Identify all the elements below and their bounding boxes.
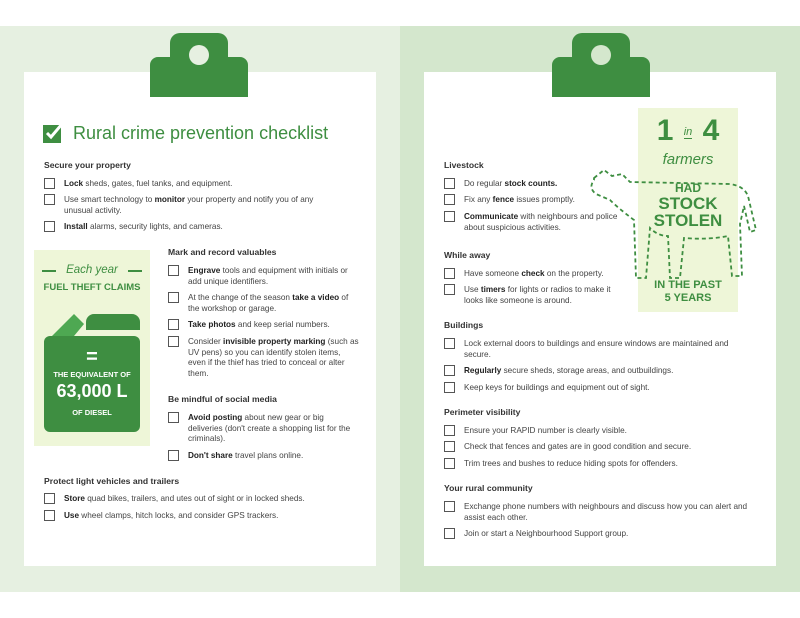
section-heading-buildings: Buildings <box>444 320 484 330</box>
checkbox[interactable] <box>168 450 179 461</box>
checkbox[interactable] <box>444 268 455 279</box>
fuel-diesel-label: OF DIESEL <box>72 408 112 417</box>
checkbox[interactable] <box>168 292 179 303</box>
section-heading-social: Be mindful of social media <box>168 394 277 404</box>
stat-years: 5 YEARS <box>664 292 712 304</box>
checklist-item[interactable]: Use smart technology to monitor your property and notify you of any unusual activity. <box>44 195 344 216</box>
checklist-item[interactable]: Fix any fence issues promptly. <box>444 195 624 206</box>
stat-had: HAD <box>675 181 701 195</box>
checkbox[interactable] <box>444 194 455 205</box>
checkbox[interactable] <box>44 510 55 521</box>
stat-past: IN THE PAST <box>654 279 722 291</box>
section-heading-vehicles: Protect light vehicles and trailers <box>44 476 180 486</box>
fuel-theft-claims-label: FUEL THEFT CLAIMS <box>43 282 141 293</box>
checkbox[interactable] <box>444 284 455 295</box>
checkbox[interactable] <box>44 178 55 189</box>
fuel-equals-sign: = <box>86 346 98 368</box>
checklist-item[interactable]: Join or start a Neighbourhood Support group. <box>444 529 750 540</box>
checkbox[interactable] <box>44 221 55 232</box>
checkbox[interactable] <box>444 178 455 189</box>
checklist-title-row <box>42 122 328 144</box>
fuel-theft-infographic <box>34 250 150 446</box>
checklist-item[interactable]: Have someone check on the property. <box>444 269 624 280</box>
fuel-each-year: Each year <box>66 264 118 276</box>
clipboard-clip-icon <box>150 33 248 97</box>
stat-in: in <box>683 125 693 138</box>
page-title: Rural crime prevention checklist <box>73 122 329 143</box>
checklist-item[interactable]: Lock sheds, gates, fuel tanks, and equipment. <box>44 179 344 190</box>
checklist-item[interactable]: Lock external doors to buildings and ensure windows are maintained and secure. <box>444 339 744 360</box>
checkbox[interactable] <box>444 211 455 222</box>
checklist-item[interactable]: Trim trees and bushes to reduce hiding spots for offenders. <box>444 459 744 470</box>
stat-stolen: STOLEN <box>653 211 723 230</box>
checkbox[interactable] <box>168 412 179 423</box>
section-heading-mark: Mark and record valuables <box>168 247 277 257</box>
checkbox[interactable] <box>168 265 179 276</box>
checkbox[interactable] <box>444 528 455 539</box>
clipboard-clip-icon <box>552 33 650 97</box>
checkbox[interactable] <box>168 336 179 347</box>
checkbox[interactable] <box>444 458 455 469</box>
checklist-item[interactable]: Ensure your RAPID number is clearly visible. <box>444 426 744 437</box>
checkbox[interactable] <box>44 493 55 504</box>
checklist-item[interactable]: Engrave tools and equipment with initials or add unique identifiers. <box>168 266 358 287</box>
checkbox-checked-icon <box>42 122 64 144</box>
checklist-item[interactable]: Do regular stock counts. <box>444 179 624 190</box>
checklist-item[interactable]: Check that fences and gates are in good condition and secure. <box>444 442 744 453</box>
section-heading-perimeter: Perimeter visibility <box>444 407 521 417</box>
checkbox[interactable] <box>444 338 455 349</box>
checkbox[interactable] <box>168 319 179 330</box>
checklist-item[interactable]: Use wheel clamps, hitch locks, and consider GPS trackers. <box>44 511 364 522</box>
checklist-item[interactable]: Store quad bikes, trailers, and utes out of sight or in locked sheds. <box>44 494 364 505</box>
checklist-item[interactable]: At the change of the season take a video of the workshop or garage. <box>168 293 358 314</box>
checklist-item[interactable]: Communicate with neighbours and police about suspicious activities. <box>444 212 622 233</box>
section-heading-secure: Secure your property <box>44 160 131 170</box>
checkbox[interactable] <box>44 194 55 205</box>
stat-one: 1 <box>656 114 674 147</box>
checkbox[interactable] <box>444 365 455 376</box>
checklist-item[interactable]: Use timers for lights or radios to make it looks like someone is around. <box>444 285 624 306</box>
section-heading-away: While away <box>444 250 491 260</box>
checklist-item[interactable]: Install alarms, security lights, and cameras. <box>44 222 344 233</box>
checkbox[interactable] <box>444 441 455 452</box>
stat-four: 4 <box>702 114 720 147</box>
checklist-item[interactable]: Take photos and keep serial numbers. <box>168 320 358 331</box>
fuel-equivalent-label: THE EQUIVALENT OF <box>53 370 131 379</box>
divider <box>128 270 142 272</box>
checklist-item[interactable]: Consider invisible property marking (such as UV pens) so you can identify stolen items, even if the thief has tried to conceal or alter them. <box>168 337 360 379</box>
checklist-item[interactable]: Avoid posting about new gear or big deliveries (don't create a shopping list for the criminals). <box>168 413 358 445</box>
section-heading-livestock: Livestock <box>444 160 484 170</box>
checkbox[interactable] <box>444 501 455 512</box>
checkbox[interactable] <box>444 382 455 393</box>
stat-stock: STOCK <box>658 194 718 213</box>
section-heading-community: Your rural community <box>444 483 533 493</box>
checklist-item[interactable]: Keep keys for buildings and equipment out of sight. <box>444 383 744 394</box>
checklist-item[interactable]: Regularly secure sheds, storage areas, and outbuildings. <box>444 366 744 377</box>
checklist-item[interactable]: Don't share travel plans online. <box>168 451 358 462</box>
stat-fraction <box>638 114 738 150</box>
checklist-item[interactable]: Exchange phone numbers with neighbours and discuss how you can alert and assist each other. <box>444 502 750 523</box>
fuel-amount: 63,000 L <box>56 381 128 401</box>
checkbox[interactable] <box>444 425 455 436</box>
stat-farmers: farmers <box>662 151 714 168</box>
